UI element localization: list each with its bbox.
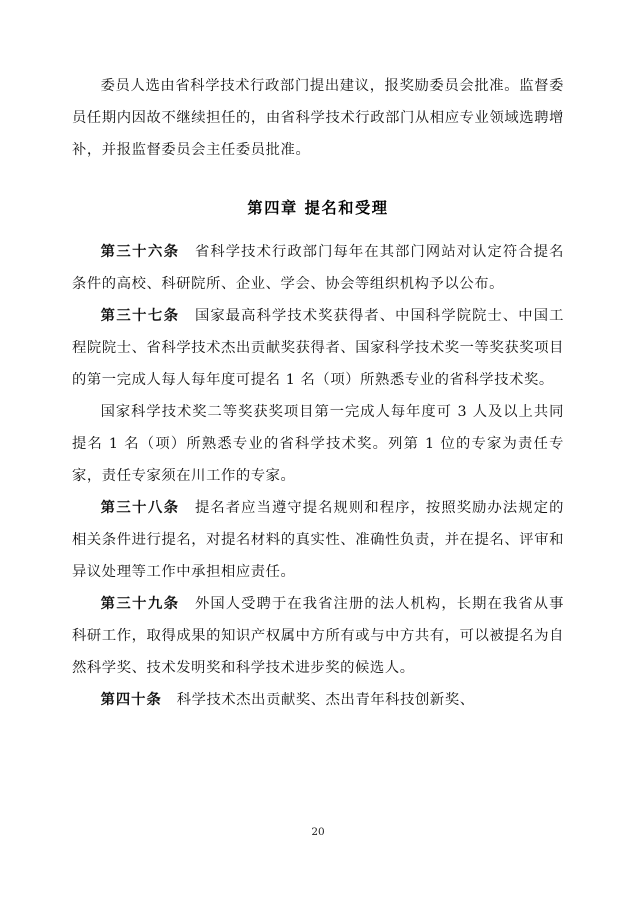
- article-38: [72, 492, 564, 588]
- article-40-label: 第四十条: [100, 692, 162, 708]
- chapter-heading: 第四章 提名和受理: [247, 199, 389, 217]
- article-37-body: 国家最高科学技术奖获得者、中国科学院院士、中国工程院院士、省科学技术杰出贡献奖获得者、国家科学技术奖一等奖获奖项目的第一完成人每人每年度可提名 1 名（项）所熟悉专业的省科学技术奖。: [72, 308, 564, 388]
- article-37-label: 第三十七条: [100, 308, 180, 324]
- page-number: 20: [311, 826, 325, 838]
- article-39: [72, 588, 564, 684]
- article-36: [72, 236, 564, 300]
- article-36-label: 第三十六条: [100, 244, 180, 260]
- article-39-label: 第三十九条: [100, 596, 180, 612]
- article-38-body: 提名者应当遵守提名规则和程序，按照奖励办法规定的相关条件进行提名，对提名材料的真实性、准确性负责，并在提名、评审和异议处理等工作中承担相应责任。: [72, 500, 564, 580]
- article-40: [72, 684, 564, 716]
- article-40-body: 科学技术杰出贡献奖、杰出青年科技创新奖、: [176, 692, 475, 708]
- article-39-body: 外国人受聘于在我省注册的法人机构，长期在我省从事科研工作，取得成果的知识产权属中方所有或与中方共有，可以被提名为自然科学奖、技术发明奖和科学技术进步奖的候选人。: [72, 596, 564, 676]
- article-37-continuation: 国家科学技术奖二等奖获奖项目第一完成人每年度可 3 人及以上共同提名 1 名（项）所熟悉专业的省科学技术奖。列第 1 位的专家为责任专家，责任专家须在川工作的专家。: [72, 404, 564, 484]
- article-37: [72, 300, 564, 396]
- paragraph-continuation: 委员人选由省科学技术行政部门提出建议，报奖励委员会批准。监督委员任期内因故不继续担任的，由省科学技术行政部门从相应专业领域选聘增补，并报监督委员会主任委员批准。: [72, 78, 564, 158]
- article-36-body: 省科学技术行政部门每年在其部门网站对认定符合提名条件的高校、科研院所、企业、学会、协会等组织机构予以公布。: [72, 244, 564, 292]
- article-38-label: 第三十八条: [100, 500, 180, 516]
